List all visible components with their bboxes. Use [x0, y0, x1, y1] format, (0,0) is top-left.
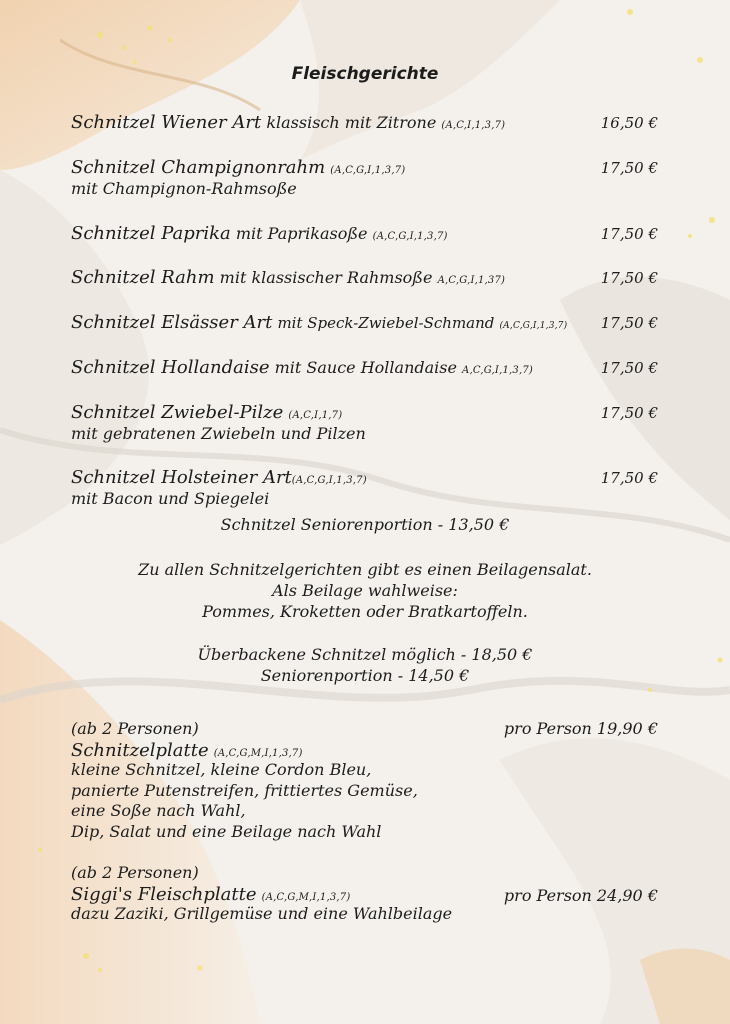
platter-desc-line: Dip, Salat und eine Beilage nach Wahl — [71, 821, 382, 841]
platter-desc-line: panierte Putenstreifen, frittiertes Gemüse, — [71, 780, 418, 800]
item-price: 17,50 € — [600, 159, 658, 177]
menu-item — [71, 157, 661, 201]
menu-item — [71, 223, 661, 245]
item-allergens: (A,C,G,I,1,3,7) — [372, 231, 448, 242]
platter-name: Schnitzelplatte — [71, 739, 209, 761]
item-price: 17,50 € — [600, 269, 658, 287]
item-allergens: A,C,G,I,1,37) — [437, 275, 506, 286]
note-line: Zu allen Schnitzelgerichten gibt es einen Beilagensalat. — [138, 560, 592, 579]
platter-name: Siggi's Fleischplatte — [71, 883, 257, 905]
item-allergens: A,C,G,I,1,3,7) — [462, 365, 534, 376]
item-name: Schnitzel Paprika — [71, 223, 231, 244]
item-subline: mit Bacon und Spiegelei — [71, 489, 270, 508]
note-line: Pommes, Kroketten oder Bratkartoffeln. — [202, 602, 528, 621]
item-price: 17,50 € — [600, 314, 658, 332]
platter-item — [71, 863, 452, 925]
item-price: 17,50 € — [600, 225, 658, 243]
section-title: Fleischgerichte — [291, 64, 439, 84]
platter-desc-line: dazu Zaziki, Grillgemüse und eine Wahlbeilage — [71, 904, 453, 923]
item-name: Schnitzel Rahm — [71, 267, 215, 288]
item-price: 17,50 € — [600, 404, 658, 422]
platter-persons: (ab 2 Personen) — [71, 719, 199, 738]
menu-item — [71, 267, 661, 289]
senior-portion — [0, 515, 730, 536]
senior-portion-text: Schnitzel Seniorenportion - 13,50 € — [220, 515, 510, 534]
note-line: Als Beilage wahlweise: — [272, 581, 458, 600]
item-allergens: (A,C,G,I,1,3,7) — [291, 475, 367, 486]
note-line: Überbackene Schnitzel möglich - 18,50 € — [197, 645, 533, 664]
item-allergens: (A,C,G,I,1,3,7) — [499, 321, 568, 331]
item-desc: mit Sauce Hollandaise — [274, 358, 457, 377]
item-allergens: (A,C,G,I,1,3,7) — [330, 165, 406, 176]
platter-price: pro Person 24,90 € — [503, 886, 658, 905]
platter-desc-line: eine Soße nach Wahl, — [71, 801, 246, 820]
item-name: Schnitzel Hollandaise — [71, 357, 270, 378]
menu-item — [71, 312, 661, 334]
item-name: Schnitzel Wiener Art — [71, 112, 262, 133]
platter-desc-line: kleine Schnitzel, kleine Cordon Bleu, — [71, 760, 372, 779]
menu-item — [71, 402, 661, 446]
item-name: Schnitzel Holsteiner Art — [71, 467, 292, 488]
item-name: Schnitzel Zwiebel-Pilze — [71, 402, 284, 423]
menu-item — [71, 467, 661, 511]
menu-item — [71, 112, 661, 134]
platter-allergens: (A,C,G,M,I,1,3,7) — [213, 747, 303, 759]
platter-price: pro Person 19,90 € — [503, 719, 658, 738]
item-price: 16,50 € — [600, 114, 658, 132]
note-line: Seniorenportion - 14,50 € — [260, 666, 470, 685]
platter-allergens: (A,C,G,M,I,1,3,7) — [261, 891, 351, 903]
item-price: 17,50 € — [600, 469, 658, 487]
item-desc: mit Speck-Zwiebel-Schmand — [277, 314, 495, 332]
item-name: Schnitzel Elsässer Art — [71, 312, 273, 333]
platter-item — [71, 719, 418, 842]
item-desc: mit Paprikasoße — [235, 224, 368, 243]
item-subline: mit gebratenen Zwiebeln und Pilzen — [71, 424, 366, 443]
item-name: Schnitzel Champignonrahm — [71, 157, 326, 178]
item-subline: mit Champignon-Rahmsoße — [71, 179, 297, 198]
gratin-notes — [0, 645, 730, 687]
menu-item — [71, 357, 661, 379]
platter-persons: (ab 2 Personen) — [71, 863, 199, 882]
item-allergens: (A,C,I,1,7) — [288, 410, 343, 421]
item-desc: mit klassischer Rahmsoße — [219, 268, 433, 287]
item-desc: klassisch mit Zitrone — [266, 113, 437, 132]
item-allergens: (A,C,I,1,3,7) — [441, 120, 506, 131]
item-price: 17,50 € — [600, 359, 658, 377]
side-dish-notes — [0, 560, 730, 623]
